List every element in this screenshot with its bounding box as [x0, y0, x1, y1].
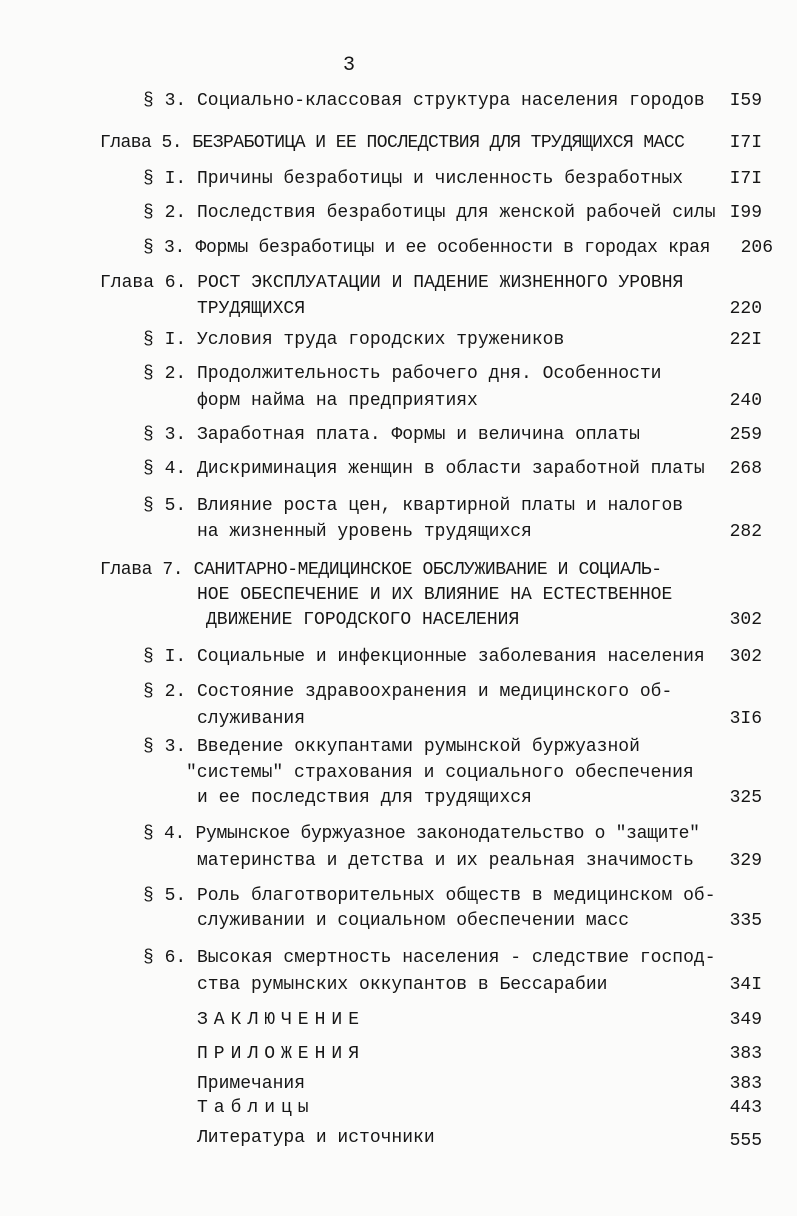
- toc-entry-page: 383: [729, 1044, 762, 1064]
- toc-entry-text: § I. Условия труда городских тружеников: [143, 330, 565, 350]
- chapter-heading-cont: ДВИЖЕНИЕ ГОРОДСКОГО НАСЕЛЕНИЯ: [206, 610, 520, 630]
- toc-entry-text: § 5. Влияние роста цен, квартирной платы и налогов: [143, 496, 684, 516]
- toc-entry-text: § 4. Дискриминация женщин в области заработной платы: [143, 459, 705, 479]
- toc-entry-text: § 2. Состояние здравоохранения и медицинского об-: [143, 682, 673, 702]
- toc-entry-text: § 3. Формы безработицы и ее особенности в городах края: [143, 238, 711, 258]
- toc-entry-page: 22I: [729, 330, 762, 350]
- toc-entry-text: § I. Причины безработицы и численность безработных: [143, 169, 684, 189]
- toc-entry-page: 240: [729, 391, 762, 411]
- toc-entry-page: 220: [729, 299, 762, 319]
- toc-entry-page: 34I: [729, 975, 762, 995]
- toc-entry-page: 206: [740, 238, 773, 258]
- toc-entry-page: 349: [729, 1010, 762, 1030]
- toc-entry-page: 443: [729, 1098, 762, 1118]
- toc-entry-text: § 3. Заработная плата. Формы и величина оплаты: [143, 425, 640, 445]
- toc-entry-page: 268: [729, 459, 762, 479]
- section-heading-appendices: ПРИЛОЖЕНИЯ: [197, 1044, 366, 1064]
- toc-entry-page: 259: [729, 425, 762, 445]
- toc-entry-text: § 3. Введение оккупантами румынской буржуазной: [143, 737, 640, 757]
- toc-entry-page: 383: [729, 1074, 762, 1094]
- page-number: 3: [343, 54, 356, 77]
- toc-entry-text-cont: служивании и социальном обеспечении масс: [197, 911, 630, 931]
- section-heading-conclusion: ЗАКЛЮЧЕНИЕ: [197, 1010, 366, 1030]
- toc-entry-text-cont: ства румынских оккупантов в Бессарабии: [197, 975, 608, 995]
- toc-entry-text: § I. Социальные и инфекционные заболевания населения: [143, 647, 705, 667]
- toc-entry-page: 329: [729, 851, 762, 871]
- toc-entry-page: I59: [729, 91, 762, 111]
- toc-entry-text: § 4. Румынское буржуазное законодательство о "защите": [143, 824, 700, 844]
- toc-entry-text: § 5. Роль благотворительных обществ в медицинском об-: [143, 886, 716, 906]
- toc-entry-text: § 3. Социально-классовая структура населения городов: [143, 91, 705, 111]
- chapter-heading: Глава 7. САНИТАРНО-МЕДИЦИНСКОЕ ОБСЛУЖИВАНИЕ И СОЦИАЛЬ-: [100, 560, 662, 580]
- toc-entry-text-cont: материнства и детства и их реальная значимость: [197, 851, 694, 871]
- chapter-heading-cont: НОЕ ОБЕСПЕЧЕНИЕ И ИХ ВЛИЯНИЕ НА ЕСТЕСТВЕННОЕ: [197, 585, 673, 605]
- toc-entry-page: I99: [729, 203, 762, 223]
- toc-entry-page: 282: [729, 522, 762, 542]
- toc-entry-text: § 6. Высокая смертность населения - следствие господ-: [143, 948, 716, 968]
- toc-entry-page: 555: [729, 1131, 762, 1151]
- toc-entry-page: 3I6: [729, 709, 762, 729]
- toc-entry-page: I7I: [729, 133, 762, 153]
- toc-entry-page: 302: [729, 610, 762, 630]
- chapter-heading-cont: ТРУДЯЩИХСЯ: [197, 299, 306, 319]
- chapter-heading: Глава 5. БЕЗРАБОТИЦА И ЕЕ ПОСЛЕДСТВИЯ ДЛЯ ТРУДЯЩИХСЯ МАСС: [100, 133, 685, 153]
- toc-entry-text: § 2. Продолжительность рабочего дня. Особенности: [143, 364, 662, 384]
- toc-entry-text-cont: "системы" страхования и социального обеспечения: [186, 763, 694, 783]
- toc-entry-text-cont: на жизненный уровень трудящихся: [197, 522, 532, 542]
- toc-entry-text-cont: служивания: [197, 709, 306, 729]
- toc-entry-text-cont: и ее последствия для трудящихся: [197, 788, 532, 808]
- toc-entry-page: I7I: [729, 169, 762, 189]
- toc-entry-page: 302: [729, 647, 762, 667]
- toc-entry-page: 335: [729, 911, 762, 931]
- chapter-heading: Глава 6. РОСТ ЭКСПЛУАТАЦИИ И ПАДЕНИЕ ЖИЗНЕННОГО УРОВНЯ: [100, 273, 684, 293]
- toc-entry-text: Примечания: [197, 1074, 306, 1094]
- toc-entry-text: Литература и источники: [197, 1128, 435, 1148]
- toc-entry-text-cont: форм найма на предприятиях: [197, 391, 478, 411]
- toc-entry-page: 325: [729, 788, 762, 808]
- toc-entry-text: Таблицы: [197, 1098, 315, 1118]
- toc-entry-text: § 2. Последствия безработицы для женской рабочей силы: [143, 203, 716, 223]
